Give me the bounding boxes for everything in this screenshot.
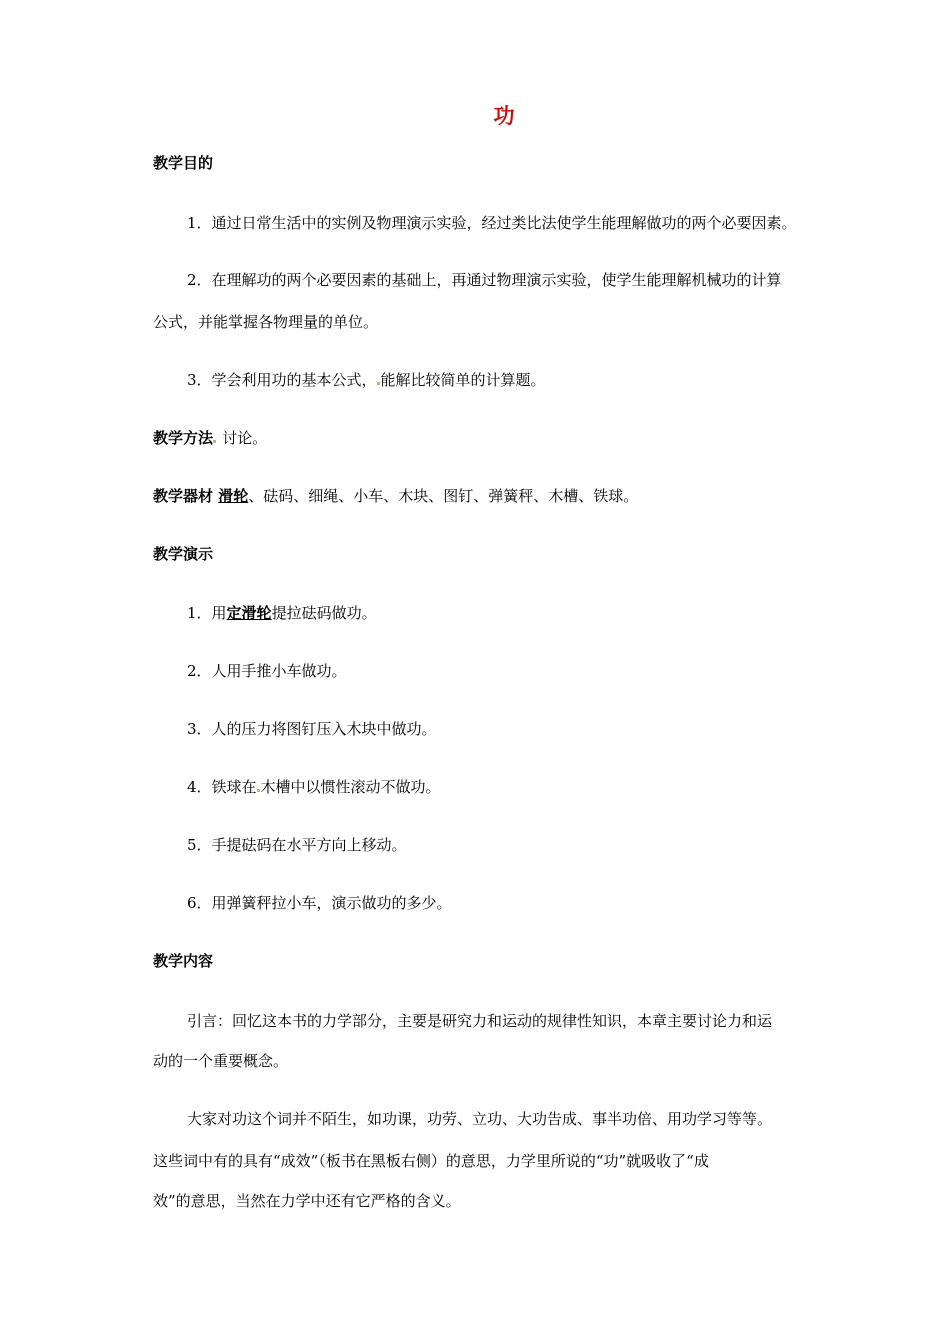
demo-item-2: 2．人用手推小车做功。 — [187, 662, 347, 680]
demo-heading: 教学演示 — [153, 545, 214, 563]
editor-mark-icon — [377, 382, 380, 385]
objective-item-2-continued: 公式，并能掌握各物理量的单位。 — [153, 313, 379, 331]
demo-item-1-prefix: 1．用 — [187, 604, 227, 622]
objective-item-2: 2．在理解功的两个必要因素的基础上，再通过物理演示实验，使学生能理解机械功的计算 — [187, 271, 782, 289]
content-para1-line1: 引言：回忆这本书的力学部分，主要是研究力和运动的规律性知识，本章主要讨论力和运 — [187, 1012, 773, 1030]
demo-item-4 — [187, 776, 441, 797]
objective-item-3-part1: 3．学会利用功的基本公式， — [187, 371, 377, 389]
method-row — [153, 427, 267, 448]
demo-item-5: 5．手提砝码在水平方向上移动。 — [187, 836, 407, 854]
demo-item-4-part2: 木槽中以惯性滚动不做功。 — [260, 778, 441, 796]
demo-item-4-part1: 4．铁球在 — [187, 778, 257, 796]
objectives-heading: 教学目的 — [153, 154, 214, 172]
demo-item-1 — [187, 602, 377, 623]
demo-item-6: 6．用弹簧秤拉小车，演示做功的多少。 — [187, 894, 452, 912]
editor-mark-icon — [213, 440, 216, 443]
content-para1-line2: 动的一个重要概念。 — [153, 1052, 289, 1070]
content-heading: 教学内容 — [153, 952, 214, 970]
objective-item-3-part2: 能解比较简单的计算题。 — [380, 371, 546, 389]
content-para2-line1: 大家对功这个词并不陌生，如功课，功劳、立功、大功告成、事半功倍、用功学习等等。 — [187, 1110, 773, 1128]
demo-item-3: 3．人的压力将图钉压入木块中做功。 — [187, 720, 437, 738]
demo-item-1-suffix: 提拉砝码做功。 — [271, 604, 377, 622]
editor-mark-icon — [257, 789, 260, 792]
objective-item-3 — [187, 369, 546, 390]
method-heading: 教学方法 — [153, 429, 214, 447]
equipment-text: 、砝码、细绳、小车、木块、图钉、弹簧秤、木槽、铁球。 — [248, 487, 639, 505]
equipment-row — [153, 485, 638, 506]
content-para2-line2: 这些词中有的具有“成效”（板书在黑板右侧）的意思，力学里所说的“功”就吸收了“成 — [153, 1152, 709, 1170]
page-title: 功 — [493, 104, 515, 128]
method-text: 讨论。 — [222, 429, 268, 447]
content-para2-line3: 效”的意思，当然在力学中还有它严格的含义。 — [153, 1192, 461, 1210]
equipment-heading: 教学器材 — [153, 487, 214, 505]
fixed-pulley-link[interactable]: 定滑轮 — [226, 604, 272, 622]
pulley-link[interactable]: 滑轮 — [218, 487, 249, 505]
objective-item-1: 1．通过日常生活中的实例及物理演示实验，经过类比法使学生能理解做功的两个必要因素。 — [187, 214, 797, 232]
